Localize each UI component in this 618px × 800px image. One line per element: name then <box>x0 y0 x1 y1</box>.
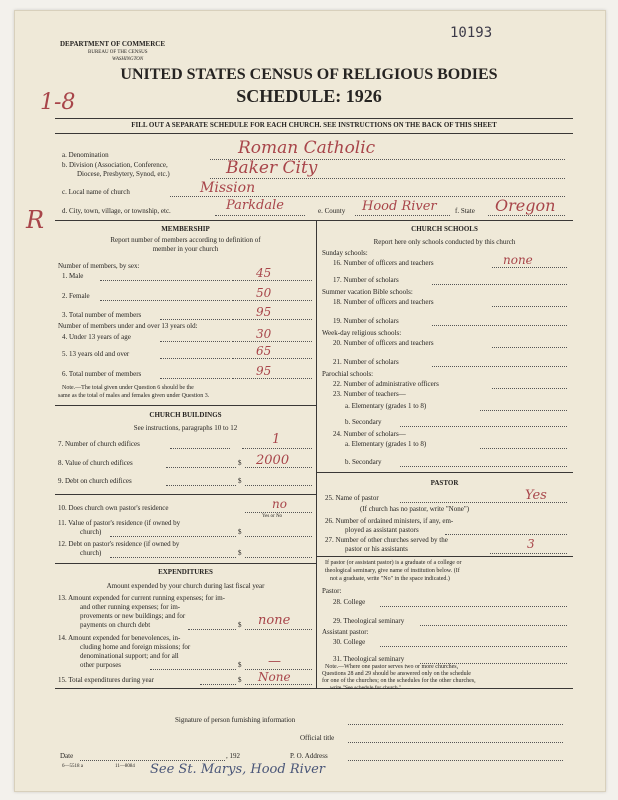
q4-value: 30 <box>256 327 272 341</box>
q29-label: 29. Theological seminary <box>333 617 405 625</box>
q13-label-2: and other running expenses; for im- <box>80 603 181 611</box>
q16-label: 16. Number of officers and teachers <box>333 259 434 267</box>
q25-value: Yes <box>525 488 547 503</box>
vacation-label: Summer vacation Bible schools: <box>322 288 413 296</box>
county-field[interactable] <box>355 215 450 216</box>
q3-value: 95 <box>256 305 272 319</box>
q1-field[interactable] <box>232 280 312 281</box>
q19-field[interactable] <box>432 325 567 326</box>
buildings-heading: CHURCH BUILDINGS <box>149 411 222 419</box>
q29-field[interactable] <box>420 625 567 626</box>
q12-label: 12. Debt on pastor's residence (if owned by <box>58 540 180 548</box>
q12-label-2: church) <box>80 549 102 557</box>
division-field[interactable] <box>210 178 565 179</box>
q4-field[interactable] <box>232 341 312 342</box>
pastor-note-4: write "See schedule for church." <box>330 685 402 691</box>
q17-label: 17. Number of scholars <box>333 276 399 284</box>
city-label: WASHINGTON <box>112 57 144 62</box>
q22-label: 22. Number of administrative officers <box>333 380 439 388</box>
q15-value: None <box>258 670 291 684</box>
handwritten-mark-side: R <box>26 206 45 234</box>
q12-field[interactable] <box>245 557 312 558</box>
graduate-note-3: not a graduate, write "No" in the space indicated.) <box>330 576 450 582</box>
q7-field[interactable] <box>242 448 312 449</box>
denomination-label: a. Denomination <box>62 151 109 159</box>
weekday-label: Week-day religious schools: <box>322 329 402 337</box>
q10-field[interactable] <box>245 512 312 513</box>
q24a-field[interactable] <box>480 448 567 449</box>
q21-label: 21. Number of scholars <box>333 358 399 366</box>
handwritten-mark-top: 1-8 <box>40 90 76 115</box>
city-town-field[interactable] <box>215 215 305 216</box>
q14-value: — <box>268 654 281 669</box>
q15-dollar: $ <box>238 676 242 684</box>
q25-label: 25. Name of pastor <box>325 494 379 502</box>
membership-heading: MEMBERSHIP <box>161 225 210 233</box>
official-title-label: Official title <box>300 734 335 742</box>
q3-label: 3. Total number of members <box>62 311 142 319</box>
print-number: 11—8084 <box>115 764 135 769</box>
q13-dollar: $ <box>238 621 242 629</box>
serial-number: 10193 <box>450 25 493 41</box>
po-address-label: P. O. Address <box>290 752 328 760</box>
by-sex-label: Number of members, by sex: <box>58 262 140 270</box>
q21-field[interactable] <box>432 366 567 367</box>
state-field[interactable] <box>488 215 565 216</box>
yes-no-hint: Yes or No <box>262 514 283 519</box>
pastor-sub-label: Pastor: <box>322 587 342 595</box>
schools-heading: CHURCH SCHOOLS <box>411 225 478 233</box>
q11-label-2: church) <box>80 528 102 536</box>
q28-field[interactable] <box>380 606 567 607</box>
q23-label: 23. Number of teachers— <box>333 390 406 398</box>
year-label: , 192 <box>226 752 240 760</box>
q24a-label: a. Elementary (grades 1 to 8) <box>345 440 427 448</box>
pastor-heading: PASTOR <box>430 479 459 487</box>
q6-value: 95 <box>256 364 272 378</box>
q17-field[interactable] <box>432 284 567 285</box>
division-value: Baker City <box>226 158 318 178</box>
q10-label: 10. Does church own pastor's residence <box>58 504 169 512</box>
q15-field[interactable] <box>245 684 312 685</box>
q24-label: 24. Number of scholars— <box>333 430 406 438</box>
city-town-label: d. City, town, village, or township, etc. <box>62 207 171 215</box>
state-label: f. State <box>455 207 475 215</box>
membership-note-1: Note.—The total given under Question 6 should be the <box>62 385 194 391</box>
q13-label-3: provements or new buildings; and for <box>80 612 186 620</box>
county-label: e. County <box>318 207 346 215</box>
q30-field[interactable] <box>380 646 567 647</box>
date-label: Date <box>60 752 74 760</box>
q14-label-4: other purposes <box>80 661 122 669</box>
q30-label: 30. College <box>333 638 366 646</box>
graduate-note-1: If pastor (or assistant pastor) is a graduate of a college or <box>325 560 462 566</box>
city-town-value: Parkdale <box>226 198 284 213</box>
date-field[interactable] <box>80 760 225 761</box>
parochial-label: Parochial schools: <box>322 370 374 378</box>
signature-field[interactable] <box>348 724 563 725</box>
q13-field[interactable] <box>245 629 312 630</box>
q19-label: 19. Number of scholars <box>333 317 399 325</box>
division-label: b. Division (Association, Conference, <box>62 161 168 169</box>
q13-label: 13. Amount expended for current running expenses; for im- <box>58 594 225 602</box>
pastor-note-2: Questions 28 and 29 should be answered only on the schedule <box>322 671 471 677</box>
q14-label: 14. Amount expended for benevolences, in- <box>58 634 181 642</box>
q1-value: 45 <box>256 266 272 280</box>
q13-label-4: payments on church debt <box>80 621 151 629</box>
q7-value: 1 <box>272 432 281 447</box>
denomination-value: Roman Catholic <box>238 138 376 158</box>
q10-value: no <box>272 497 287 511</box>
buildings-sub: See instructions, paragraphs 10 to 12 <box>133 424 238 432</box>
q24b-label: b. Secondary <box>345 458 382 466</box>
q2-field[interactable] <box>232 300 312 301</box>
q16-field[interactable] <box>492 267 567 268</box>
q25-sub: (If church has no pastor, write "None") <box>360 505 470 513</box>
q8-label: 8. Value of church edifices <box>58 459 133 467</box>
q27-field[interactable] <box>490 553 567 554</box>
q5-label: 5. 13 years old and over <box>62 350 130 358</box>
q7-label: 7. Number of church edifices <box>58 440 140 448</box>
q11-label: 11. Value of pastor's residence (if owned by <box>58 519 181 527</box>
q8-value: 2000 <box>256 453 290 468</box>
q20-label: 20. Number of officers and teachers <box>333 339 434 347</box>
q9-label: 9. Debt on church edifices <box>58 477 132 485</box>
q2-value: 50 <box>256 286 272 300</box>
expenditures-heading: EXPENDITURES <box>158 568 213 576</box>
q15-label: 15. Total expenditures during year <box>58 676 154 684</box>
q14-label-2: cluding home and foreign missions; for <box>80 643 191 651</box>
q26-label-2: ployed as assistant pastors <box>345 526 419 534</box>
q23a-label: a. Elementary (grades 1 to 8) <box>345 402 427 410</box>
pastor-note-1: Note.—Where one pastor serves two or more churches, <box>325 664 459 670</box>
division-label-2: Diocese, Presbytery, Synod, etc.) <box>77 170 170 178</box>
q12-dollar: $ <box>238 549 242 557</box>
signature-label: Signature of person furnishing information <box>175 716 296 724</box>
q27-value: 3 <box>527 537 535 551</box>
q24b-field[interactable] <box>400 466 567 467</box>
q28-label: 28. College <box>333 598 366 606</box>
assistant-sub-label: Assistant pastor: <box>322 628 369 636</box>
q26-field[interactable] <box>445 534 567 535</box>
pastor-note-3: for one of the churches; on the schedules for the other churches, <box>322 678 476 684</box>
graduate-note-2: theological seminary, give name of institution below. (If <box>325 568 460 574</box>
q23b-field[interactable] <box>400 426 567 427</box>
age-label: Number of members under and over 13 years old: <box>58 322 198 330</box>
membership-sub-1: Report number of members according to definition of <box>110 236 261 244</box>
q6-field[interactable] <box>232 378 312 379</box>
po-address-field[interactable] <box>348 760 563 761</box>
q9-field[interactable] <box>245 485 312 486</box>
q26-label: 26. Number of ordained ministers, if any, em- <box>325 517 454 525</box>
instruction-banner: FILL OUT A SEPARATE SCHEDULE FOR EACH CHURCH. SEE INSTRUCTIONS ON THE BACK OF THIS SHEET <box>131 121 497 129</box>
q11-field[interactable] <box>245 536 312 537</box>
q27-label: 27. Number of other churches served by the <box>325 536 448 544</box>
q14-dollar: $ <box>238 661 242 669</box>
q3-field[interactable] <box>232 319 312 320</box>
q27-label-2: pastor or his assistants <box>345 545 408 553</box>
q20-field[interactable] <box>492 347 567 348</box>
state-value: Oregon <box>495 196 556 215</box>
q18-field[interactable] <box>492 306 567 307</box>
q13-value: none <box>258 613 291 628</box>
q16-value: none <box>503 253 533 267</box>
q4-label: 4. Under 13 years of age <box>62 333 131 341</box>
q9-dollar: $ <box>238 477 242 485</box>
q23b-label: b. Secondary <box>345 418 382 426</box>
q23a-field[interactable] <box>480 410 567 411</box>
bureau-label: BUREAU OF THE CENSUS <box>88 50 148 55</box>
q2-label: 2. Female <box>62 292 90 300</box>
handwritten-footer-note: See St. Marys, Hood River <box>150 762 326 777</box>
q31-label: 31. Theological seminary <box>333 655 405 663</box>
q8-dollar: $ <box>238 459 242 467</box>
department-label: DEPARTMENT OF COMMERCE <box>60 40 166 48</box>
local-name-value: Mission <box>200 180 256 196</box>
county-value: Hood River <box>362 199 437 214</box>
schedule-title: SCHEDULE: 1926 <box>236 86 382 106</box>
local-name-label: c. Local name of church <box>62 188 130 196</box>
q11-dollar: $ <box>238 528 242 536</box>
schools-sub: Report here only schools conducted by this church <box>373 238 516 246</box>
form-number: 6—5518 a <box>62 764 83 769</box>
q5-field[interactable] <box>232 358 312 359</box>
q1-label: 1. Male <box>62 272 84 280</box>
q14-label-3: denominational support; and for all <box>80 652 179 660</box>
membership-note-2: same as the total of males and females given under Question 3. <box>58 393 210 399</box>
official-title-field[interactable] <box>348 742 563 743</box>
q22-field[interactable] <box>492 388 567 389</box>
q6-label: 6. Total number of members <box>62 370 142 378</box>
sunday-label: Sunday schools: <box>322 249 368 257</box>
q18-label: 18. Number of officers and teachers <box>333 298 434 306</box>
q5-value: 65 <box>256 344 272 358</box>
page-title: UNITED STATES CENSUS OF RELIGIOUS BODIES <box>120 66 498 83</box>
membership-sub-2: member in your church <box>152 245 219 253</box>
expenditures-sub: Amount expended by your church during last fiscal year <box>106 582 265 590</box>
